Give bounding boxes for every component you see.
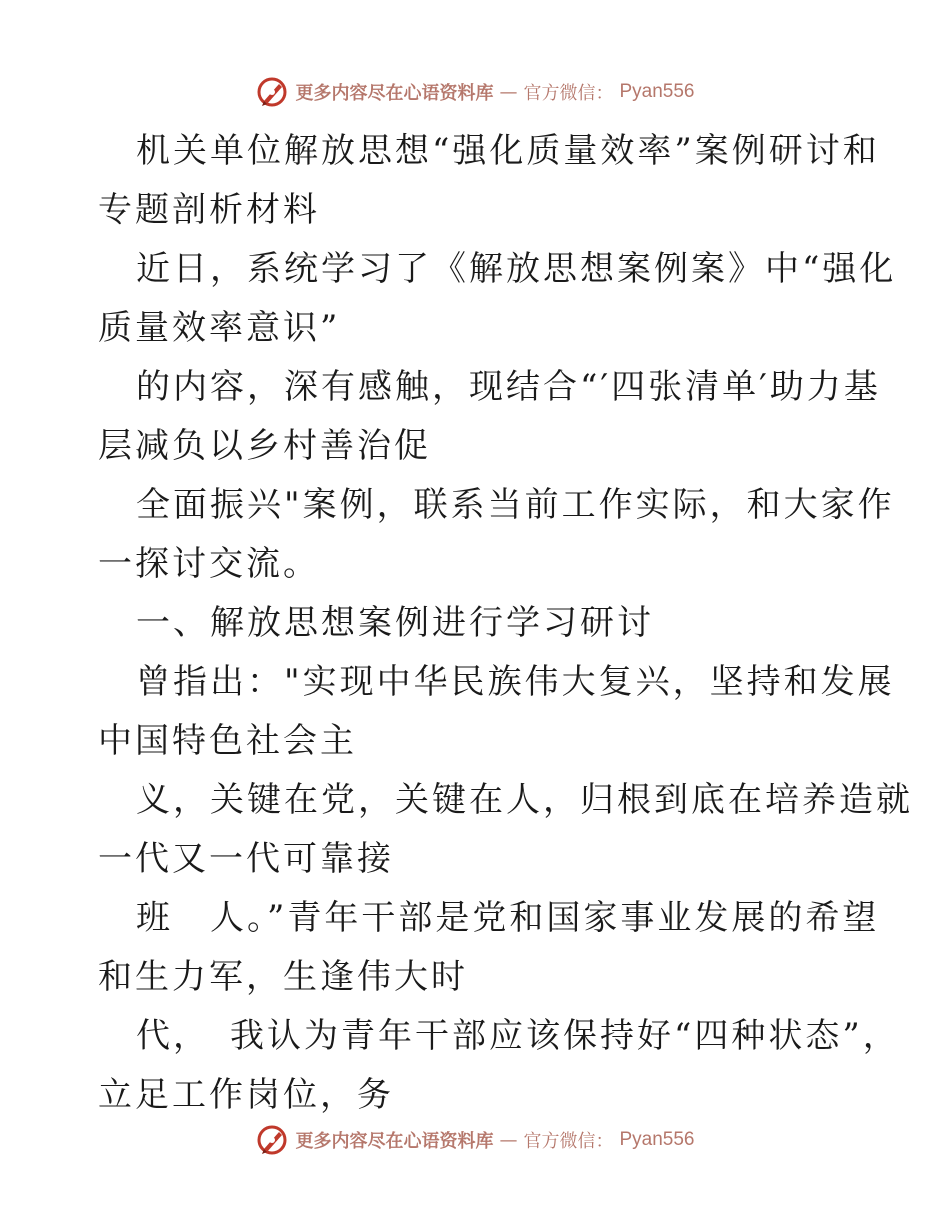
text-line: 义，关键在党，关键在人，归根到底在培养造就 [136,780,913,820]
text-line: 代， 我认为青年干部应该保持好“四种状态”， [136,1016,900,1056]
text-line: 班 人。”青年干部是党和国家事业发展的希望 [136,898,880,938]
text-line: 质量效率意识” [98,308,341,348]
text-line: 曾指出："实现中华民族伟大复兴，坚持和发展 [136,662,895,702]
pen-logo-icon [255,75,289,109]
text-line: 一代又一代可靠接 [98,839,394,879]
document-body [98,122,913,1125]
section-heading: 一、解放思想案例进行学习研讨 [136,603,654,643]
banner-separator: — [499,1129,518,1151]
title-line-1: 机关单位解放思想“强化质量效率”案例研讨和 [136,131,880,171]
text-line: 近日，系统学习了《解放思想案例案》中“强化 [136,249,897,289]
pen-logo-icon [255,1123,289,1157]
footer-watermark-banner [0,1118,950,1162]
title-line-2: 专题剖析材料 [98,190,320,230]
banner-wechat-id: Pyan556 [619,81,695,102]
text-line: 和生力军，生逢伟大时 [98,957,468,997]
text-line: 层减负以乡村善治促 [98,426,431,466]
banner-main-text: 更多内容尽在心语资料库 [295,1131,494,1152]
banner-label: 官方微信： [523,1131,614,1152]
banner-wechat-id: Pyan556 [619,1129,695,1150]
text-line: 中国特色社会主 [98,721,357,761]
banner-label: 官方微信： [523,83,614,104]
banner-main-text: 更多内容尽在心语资料库 [295,83,494,104]
text-line: 的内容，深有感触，现结合“′四张清单′助力基 [136,367,881,407]
header-watermark-banner [0,70,950,114]
text-line: 全面振兴"案例，联系当前工作实际，和大家作 [136,485,895,525]
text-line: 立足工作岗位，务 [98,1075,394,1115]
text-line: 一探讨交流。 [98,544,320,584]
banner-separator: — [499,81,518,103]
